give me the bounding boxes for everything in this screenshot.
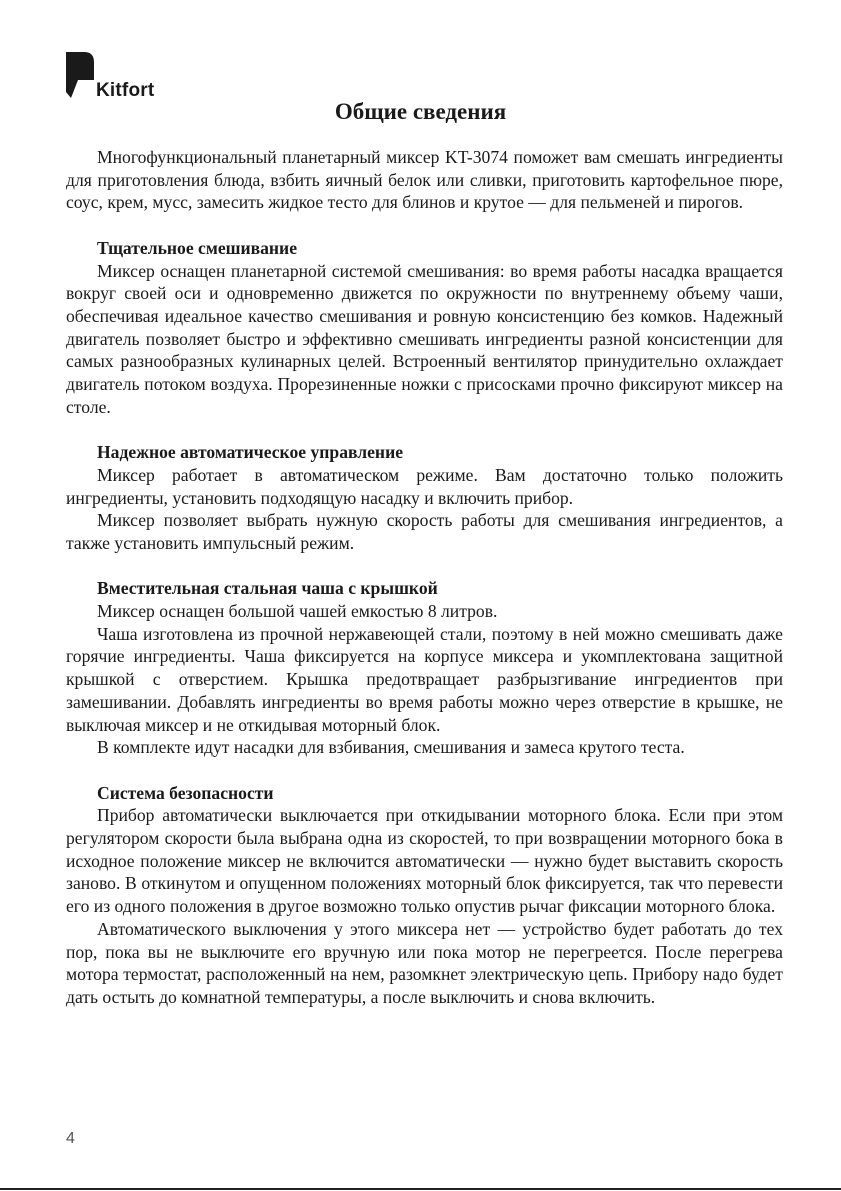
page-number: 4: [66, 1130, 75, 1147]
bottom-rule: [0, 1188, 841, 1190]
intro-paragraph: Многофункциональный планетарный миксер KT-3074 поможет вам смешать ингредиенты для приготовления блюда, взбить яичный белок или сливки, приготовить картофельное пюре, соус, крем, мусс, замесить жидкое тесто для блинов и крутое — для пельменей и пирогов.: [66, 147, 783, 213]
section-paragraph: Миксер позволяет выбрать нужную скорость работы для смешивания ингредиентов, а также установить импульсный режим.: [66, 510, 783, 553]
section-paragraph: Миксер оснащен большой чашей емкостью 8 литров.: [97, 601, 498, 622]
page-title: Общие сведения: [334, 99, 507, 124]
section-heading-mixing: Тщательное смешивание: [97, 237, 297, 258]
section-paragraph: Автоматического выключения у этого миксера нет — устройство будет работать до тех пор, пока вы не выключите его вручную или пока мотор не перегреется. После перегрева мотора термостат, расположенный на нем, разомкнет электрическую цепь. Прибору надо будет дать остыть до комнатной температуры, а после выключить и снова включить.: [66, 918, 783, 1007]
document-body: [66, 146, 783, 1009]
section-heading-bowl: Вместительная стальная чаша с крышкой: [97, 578, 438, 599]
section-paragraph: Миксер работает в автоматическом режиме. Вам достаточно только положить ингредиенты, установить подходящую насадку и включить прибор.: [66, 464, 783, 508]
kitfort-logo-icon: [66, 52, 94, 98]
section-heading-control: Надежное автоматическое управление: [97, 442, 404, 463]
section-paragraph: В комплекте идут насадки для взбивания, смешивания и замеса крутого теста.: [97, 737, 685, 758]
section-paragraph: Прибор автоматически выключается при откидывании моторного блока. Если при этом регулятором скорости была выбрана одна из скоростей, то при возвращении моторного бока в исходное положение миксер не включится автоматически — нужно будет выставить скорость заново. В откинутом и опущенном положениях моторный блок фиксируется, так что перевести его из одного положения в другое возможно только опустив рычаг фиксации моторного блока.: [66, 805, 783, 917]
section-heading-safety: Система безопасности: [97, 782, 274, 803]
logo-text: Kitfort: [96, 80, 155, 101]
section-paragraph: Чаша изготовлена из прочной нержавеющей стали, поэтому в ней можно смешивать даже горячие ингредиенты. Чаша фиксируется на корпусе миксера и укомплектована защитной крышкой с отверстием. Крышка предотвращает разбрызгивание ингредиентов при замешивании. Добавлять ингредиенты во время работы можно через отверстие в крышке, не выключая миксер и не откидывая моторный блок.: [66, 623, 783, 735]
section-paragraph: Миксер оснащен планетарной системой смешивания: во время работы насадка вращается вокруг своей оси и одновременно движется по окружности по внутреннему объему чаши, обеспечивая идеальное качество смешивания и ровную консистенцию без комков. Надежный двигатель позволяет быстро и эффективно смешивать ингредиенты разной консистенции для самых разнообразных кулинарных целей. Встроенный вентилятор принудительно охлаждает двигатель потоком воздуха. Прорезиненные ножки с присосками прочно фиксируют миксер на столе.: [66, 260, 783, 417]
